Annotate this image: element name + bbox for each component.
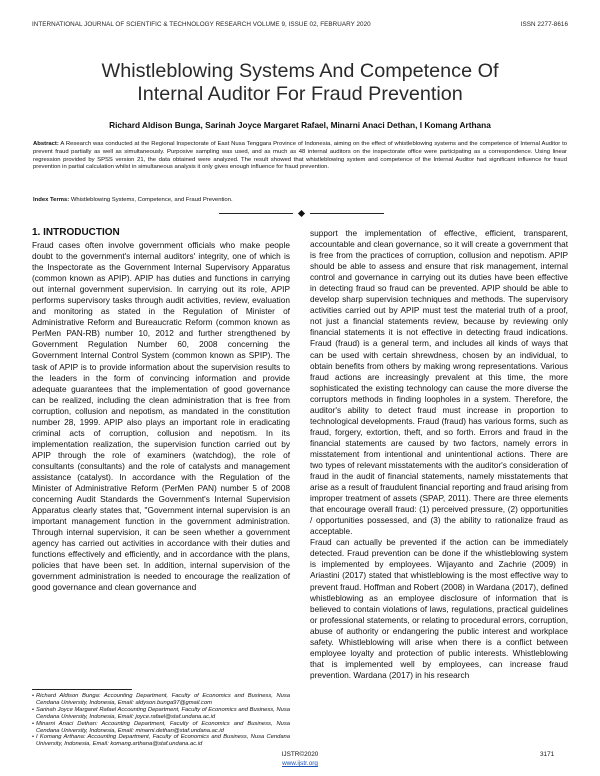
footnote-text: Sarinah Joyce Margaret Rafael Accounting Department, Faculty of Economics and Business, Nusa Cendana University, Indonesia, Email: joyce.rafael@staf.undana.ac.id	[36, 706, 290, 720]
section-separator	[216, 210, 386, 216]
index-terms	[33, 197, 567, 205]
footnote-item	[32, 721, 290, 735]
index-terms-label: Index Terms:	[33, 197, 70, 203]
diamond-icon	[297, 209, 304, 216]
footnote-rule	[32, 689, 132, 690]
title-line-2: Internal Auditor For Fraud Prevention	[137, 83, 463, 105]
footnote-text: Minarni Anaci Dethan: Accounting Department, Faculty of Economics and Business, Nusa Cendana University, Indonesia, Email: minarni.dethan@staf.undana.ac.id	[36, 720, 290, 734]
left-body-paragraph: Fraud cases often involve government officials who make people doubt to the government's internal auditors' integrity, one of which is the Inspectorate as the Government Internal Supervisory Apparatus (common known as APIP). APIP has duties and functions in carrying out internal government supervision. In carrying out its role, APIP performs supervisory tasks through audit activities, review, evaluation and monitoring as stated in the Regulation of Minister of Administrative Reform and Bureaucratic Reform (common known as PerMen PAN-RB) number 10, 2012 and further strengthened by Government Regulation Number 60, 2008 concerning the Government Internal Control System (common known as SPIP). The task of APIP is to provide information about the supervision results to the leaders in the form of convincing information and provide adequate guarantees that the implementation of good governance can be realized, including the clean administration that is free from corruption, collusion and nepotism, as mandated in the constitution number 28, 1999. APIP also plays an important role in eradicating criminal acts of corruption, collusion and nepotism. In its implementation realization, the supervision function carried out by APIP through the role of examiners (watchdog), the role of consultants (consultants) and the role of catalysts and management assistance (catalyst). In accordance with the Regulation of the Minister of Administrative Reform (PerMen PAN) number 5 of 2008 concerning Audit Standards the Government's Internal Supervision Apparatus clearly states that, "Government internal supervision is an important management function in the government administration. Through internal supervision, it can be seen whether a government agency has carried out activities in accordance with their duties and functions effectively and efficiently, and in accordance with the plans, policies that have been set. In addition, internal supervision of the government administration is needed to encourage the realization of good governance and clean governance and	[32, 240, 290, 593]
footnote-item	[32, 707, 290, 721]
page-number: 3171	[540, 751, 555, 758]
abstract-label: Abstract:	[33, 141, 59, 147]
footer-copyright: IJSTR©2020	[281, 751, 319, 758]
bullet-icon: •	[32, 706, 35, 713]
running-head	[32, 21, 568, 28]
right-column	[310, 228, 568, 681]
abstract-text: A Research was conducted at the Regional Inspectorate of East Nusa Tenggara Province of Indonesia, aiming on the effect of whistleblowing systems and the competence of Internal Auditor to prevent fraud partially as well as simultaneously. Purposive sampling was used, and as much as 48 internal auditors on the inspectorate office were participating as a correspondence. Using linear regression provided by SPSS version 21, the data obtained were analyzed. The result showed that whistleblowing system and competence of the Internal Auditor had significant influence for fraud prevention in partial calculation whilst in simultaneous analysis it only gives enough influence for fraud prevention.	[33, 141, 567, 171]
footnote-text: Richard Aldison Bunga: Accounting Department, Faculty of Economics and Business, Nusa Cendana University, Indonesia, Email: aldyson.bunga97@gmail.com	[36, 693, 290, 706]
section-heading: 1. INTRODUCTION	[32, 227, 120, 238]
author-footnotes	[32, 693, 290, 748]
bullet-icon: •	[32, 693, 35, 699]
abstract	[33, 141, 567, 172]
index-terms-text: Whistleblowing Systems, Competence, and Fraud Prevention.	[69, 197, 233, 203]
separator-line-right	[310, 213, 384, 214]
title-line-1: Whistleblowing Systems And Competence Of	[101, 60, 499, 82]
author-list: Richard Aldison Bunga, Sarinah Joyce Margaret Rafael, Minarni Anaci Dethan, I Komang Arthana	[109, 120, 491, 130]
right-body-paragraph-1: support the implementation of effective, efficient, transparent, accountable and clean governance, so it will create a government that is free from the practices of corruption, collusion and nepotism. APIP should be able to assess and ensure that risk management, internal control and governance in carrying out its duties have been effective in detecting fraud so fraud can be prevented. APIP should be able to develop sharp supervision techniques and methods. The supervisory activities carried out by APIP must test the material truth of a proof, not just a financial statements review, because by reviewing only financial statements it is not effective in detecting fraud indications. Fraud (fraud) is a general term, and includes all kinds of ways that can be used with certain shrewdness, chosen by an individual, to obtain benefits from others by making wrong representations. Various fraud actions are increasingly prevalent at this time, the more sophisticated the existing technology can cause the more diverse the corruptors methods in finding loopholes in a system. Therefore, the auditor's ability to detect fraud must increase in proportion to technological developments. Fraud (fraud) has various forms, such as fraud, forgery, extortion, theft, and so forth. Errors and fraud in the financial statements are caused by two factors, namely errors in misstatement from intentional and unintentional actions. There are two types of relevant misstatements with the auditor's consideration of fraud in the audit of financial statements, namely misstatements that arise as a result of fraudulent financial reporting and fraud arising from improper treatment of assets (SPAP, 2011). There are three elements that encourage overall fraud: (1) perceived pressure, (2) opportunities / opportunities possessed, and (3) the ability to rationalize fraud as acceptable.	[310, 228, 568, 537]
left-column	[32, 227, 290, 594]
paper-title	[30, 60, 570, 106]
bullet-icon: •	[32, 734, 35, 741]
issn: ISSN 2277-8616	[520, 21, 568, 28]
footer-journal-link[interactable]: www.ijstr.org	[282, 760, 318, 767]
separator-line-left	[219, 213, 293, 214]
bullet-icon: •	[32, 720, 35, 727]
journal-header: INTERNATIONAL JOURNAL OF SCIENTIFIC & TECHNOLOGY RESEARCH VOLUME 9, ISSUE 02, FEBRUARY 2020	[32, 21, 371, 28]
footnote-item	[32, 693, 290, 707]
right-body-paragraph-2: Fraud can actually be prevented if the action can be immediately detected. Fraud prevention can be done if the whistleblowing system is implemented by employees. Wijayanto and Zachrie (2009) in Ariastini (2017) stated that whistleblowing is the most effective way to prevent fraud. Hoffman and Robert (2008) in Wardana (2017), defined whistleblowing as an employee disclosure of information that is believed to contain violations of laws, regulations, practical guidelines or professional statements, or relating to procedural errors, corruption, abuse of authority or endangering the public interest and workplace safety. Whistleblowing will arise when there is a conflict between employee loyalty and protection of public interests. Whistleblowing that is implemented well by employees, can increase fraud prevention. Wardana (2017) in his research	[310, 537, 568, 680]
footnote-text: I Komang Arthana: Accounting Department, Faculty of Economics and Business, Nusa Cendana University, Indonesia, Email: komang.arthana@staf.undana.ac.id	[36, 734, 290, 748]
footnote-item	[32, 734, 290, 748]
